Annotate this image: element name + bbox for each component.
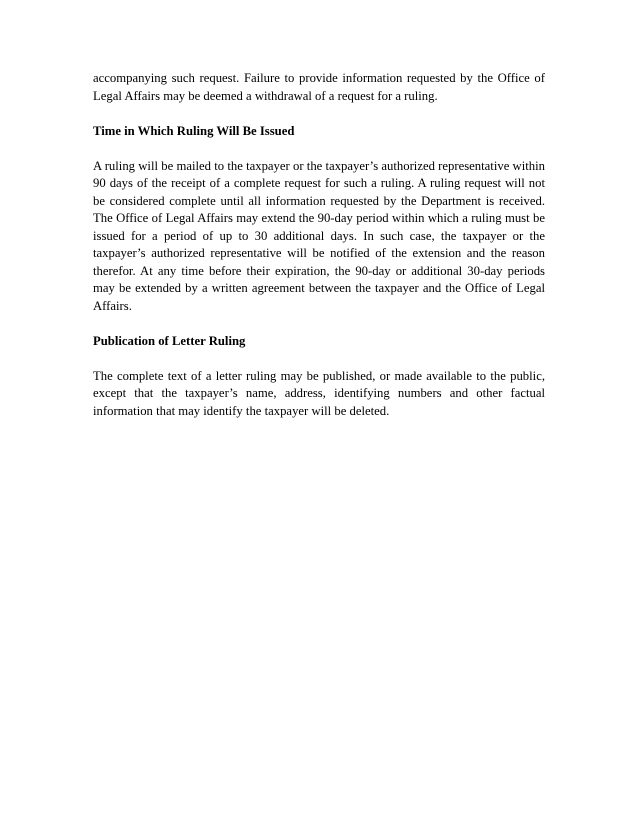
paragraph-spacer xyxy=(93,105,545,123)
document-page xyxy=(93,70,545,420)
intro-paragraph: accompanying such request. Failure to provide information requested by the Office of Legal Affairs may be deemed a withdrawal of a request for a ruling. xyxy=(93,71,545,103)
paragraph-spacer xyxy=(93,350,545,368)
section-body-ruling-time: A ruling will be mailed to the taxpayer or the taxpayer’s authorized representative within 90 days of the receipt of a complete request for such a ruling. A ruling request will not be considered complete until all information requested by the Department is received. The Office of Legal Affairs may extend the 90-day period within which a ruling must be issued for a period of up to 30 additional days. In such case, the taxpayer or the taxpayer’s authorized representative will be notified of the extension and the reason therefor. At any time before their expiration, the 90-day or additional 30-day periods may be extended by a written agreement between the taxpayer and the Office of Legal Affairs. xyxy=(93,158,545,313)
section-body-publication: The complete text of a letter ruling may be published, or made available to the public, except that the taxpayer’s name, address, identifying numbers and other factual information that may identify the taxpayer will be deleted. xyxy=(93,368,545,418)
paragraph-spacer xyxy=(93,140,545,158)
section-heading-ruling-time: Time in Which Ruling Will Be Issued xyxy=(93,123,295,138)
paragraph-spacer xyxy=(93,315,545,333)
section-heading-publication: Publication of Letter Ruling xyxy=(93,333,246,348)
